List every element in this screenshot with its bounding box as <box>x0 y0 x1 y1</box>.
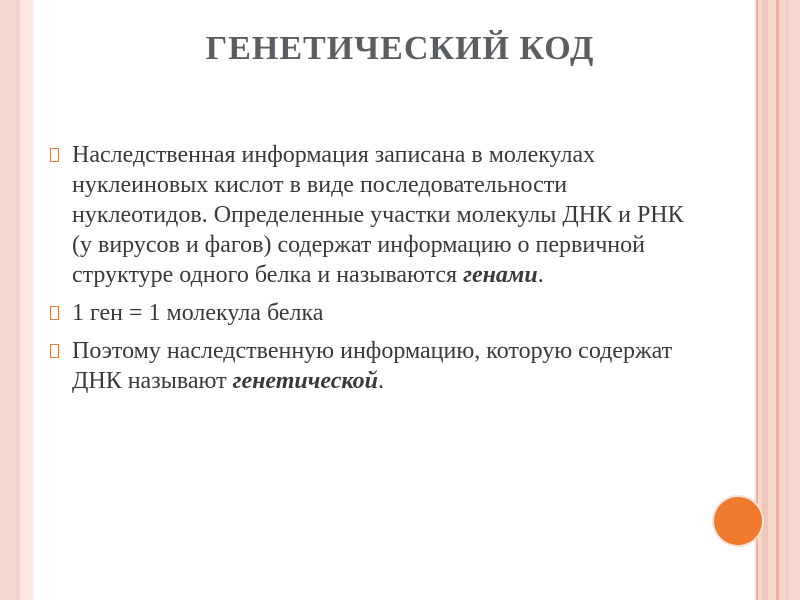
bullet-item <box>48 140 698 290</box>
bullet-text: Наследственная информация записана в молекулах нуклеиновых кислот в виде последовательности нуклеотидов. Определенные участки молекулы ДНК и РНК (у вирусов и фагов) содержат информацию о первичной структуре одного белка и называются <box>72 142 684 288</box>
decorative-orange-circle <box>714 497 762 545</box>
bullet-glyph-icon <box>50 148 59 162</box>
bullet-text: Поэтому наследственную информацию, которую содержат ДНК называют <box>72 338 673 394</box>
bullet-text: 1 ген = 1 молекула белка <box>72 300 324 326</box>
bullet-emphasis: генами <box>463 262 538 288</box>
bullet-item <box>48 336 698 396</box>
decorative-stripe <box>762 0 768 600</box>
decorative-stripe <box>776 0 779 600</box>
bullet-glyph-icon <box>50 344 59 358</box>
decorative-stripe <box>786 0 788 600</box>
bullet-text-end: . <box>377 368 384 394</box>
bullet-list <box>48 140 698 404</box>
slide-title: ГЕНЕТИЧЕСКИЙ КОД <box>205 30 595 67</box>
bullet-text-end: . <box>537 262 544 288</box>
bullet-item <box>48 298 698 328</box>
bullet-emphasis: генетической <box>232 368 378 394</box>
bullet-glyph-icon <box>50 306 59 320</box>
